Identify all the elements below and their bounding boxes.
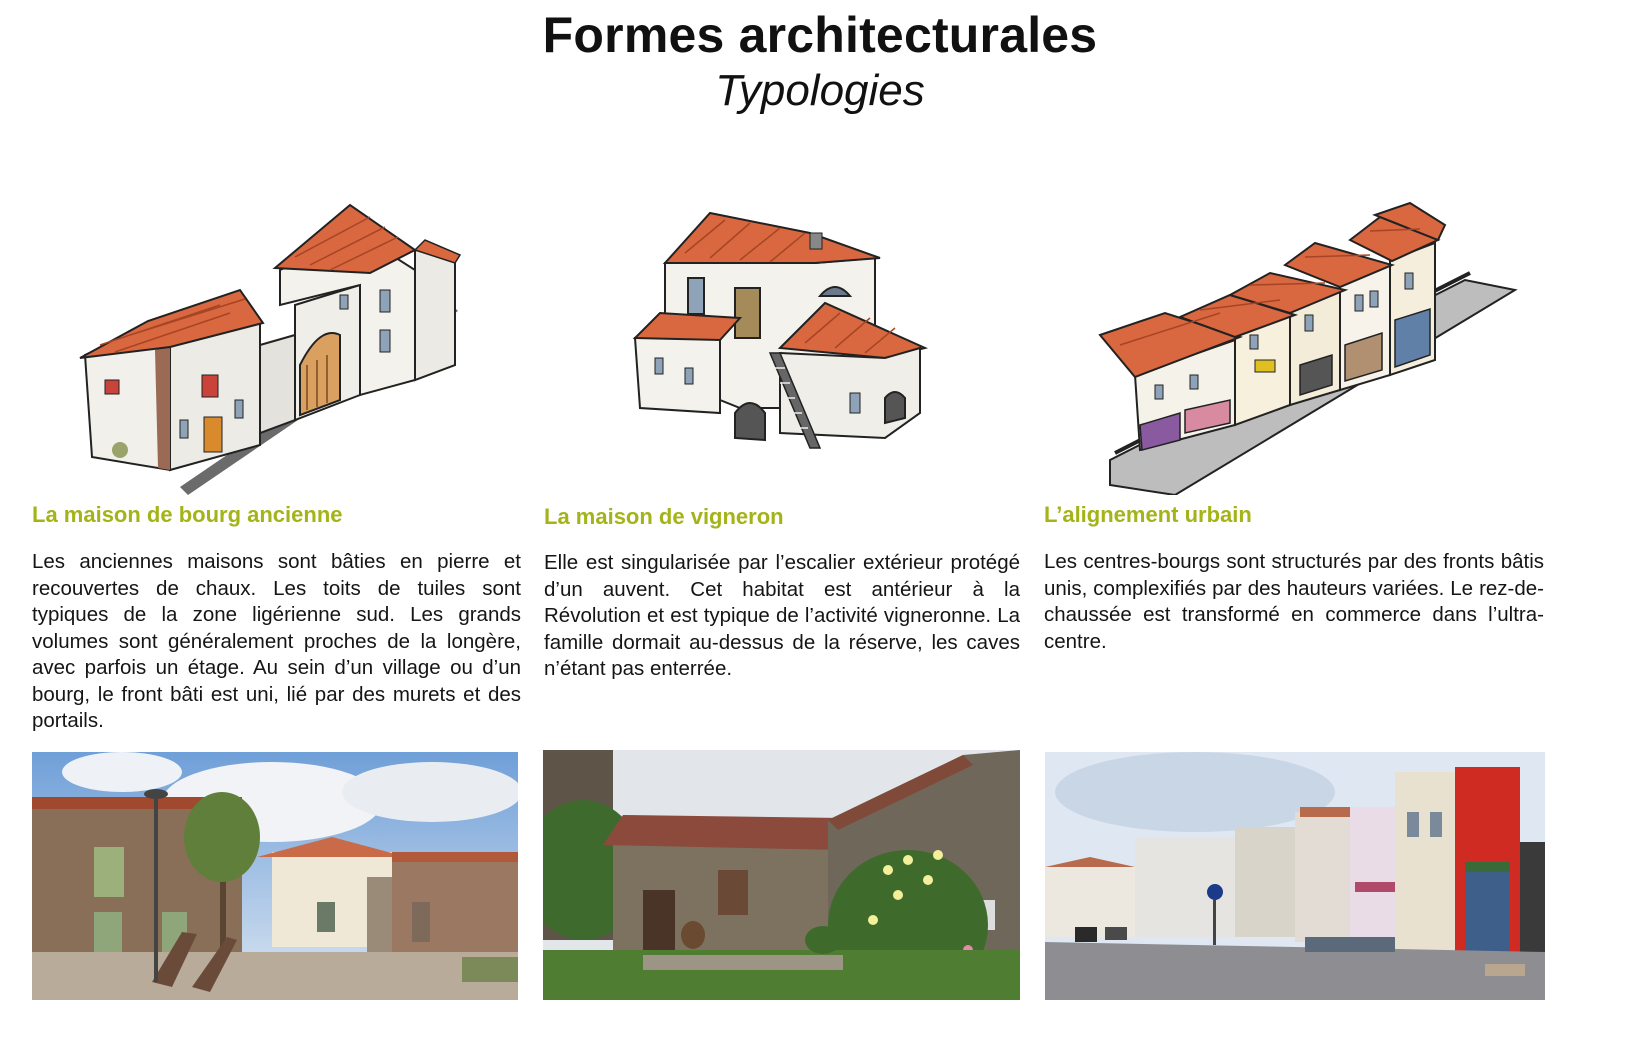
heading-alignement-urbain: L’alignement urbain <box>1044 502 1252 527</box>
winemaker-house-illustration <box>630 208 930 463</box>
heading-maison-vigneron: La maison de vigneron <box>544 504 784 529</box>
text-maison-bourg: Les anciennes maisons sont bâties en pierre et recouvertes de chaux. Les toits de tuiles sont typiques de la zone ligérienne sud. Les grands volumes sont généralement proches de la longère, avec parfois un étage. Au sein d’un village ou d’un bourg, le front bâti est uni, lié par des murets et des portails. <box>32 550 521 732</box>
heading-maison-bourg: La maison de bourg ancienne <box>32 502 343 527</box>
photo-winemaker-courtyard <box>543 750 1020 1000</box>
page-title: Formes architecturales <box>542 7 1098 63</box>
photo-town-street <box>1045 752 1545 1000</box>
photo-stone-houses-square <box>32 752 518 1000</box>
text-maison-vigneron: Elle est singularisée par l’escalier extérieur protégé d’un auvent. Cet habitat est antérieur à la Révolution et est typique de l’activité vigneronne. La famille dormait au-dessus de la réserve, les caves n’étant pas enterrée. <box>544 551 1020 680</box>
page-subtitle: Typologies <box>715 66 925 115</box>
text-alignement-urbain: Les centres-bourgs sont structurés par des fronts bâtis unis, complexifiés par des hauteurs variées. Le rez-de-chaussée est transformé en commerce dans l’ultra-centre. <box>1044 550 1544 653</box>
village-houses-illustration <box>70 195 490 495</box>
urban-row-illustration <box>1070 195 1520 495</box>
